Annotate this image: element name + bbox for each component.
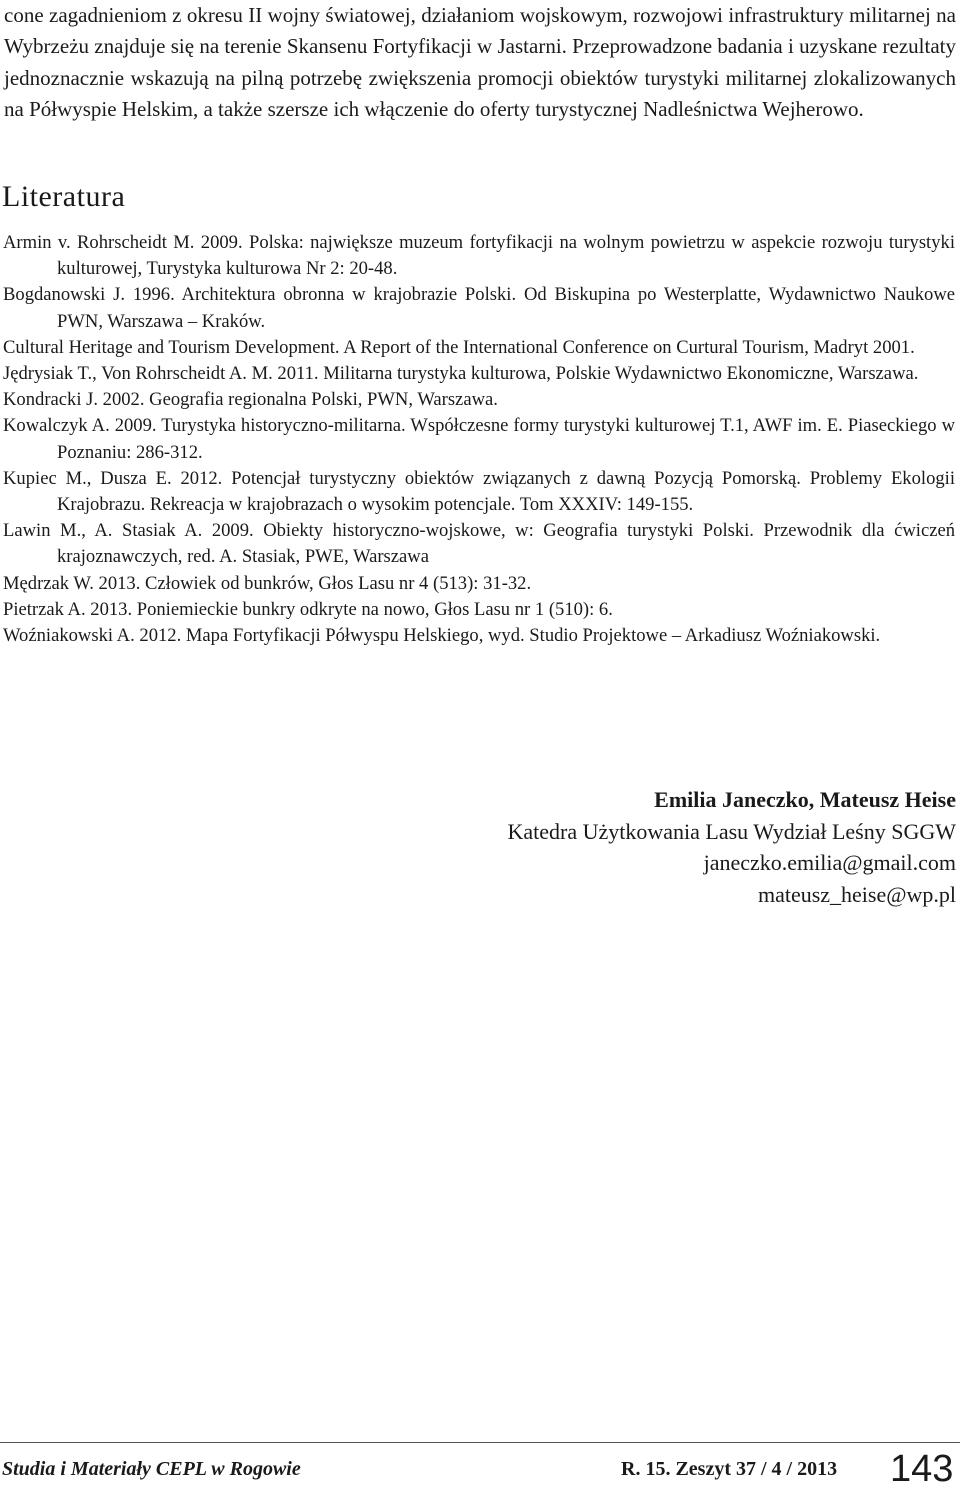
author-email-janeczko[interactable]: janeczko.emilia@gmail.com (703, 850, 956, 875)
footer-journal-title: Studia i Materiały CEPL w Rogowie (2, 1458, 301, 1480)
author-block (507, 784, 956, 910)
reference-item: Bogdanowski J. 1996. Architektura obronna w krajobrazie Polski. Od Biskupina po Westerplatte, Wydawnictwo Naukowe PWN, Warszawa – Kraków. (3, 284, 955, 332)
author-names: Emilia Janeczko, Mateusz Heise (654, 787, 956, 812)
reference-item: Lawin M., A. Stasiak A. 2009. Obiekty historyczno-wojskowe, w: Geografia turystyki Polski. Przewodnik dla ćwiczeń krajoznawczych, red. A. Stasiak, PWE, Warszawa (3, 520, 955, 568)
reference-item: Armin v. Rohrscheidt M. 2009. Polska: największe muzeum fortyfikacji na wolnym powietrzu w aspekcie rozwoju turystyki kulturowej, Turystyka kulturowa Nr 2: 20-48. (3, 232, 955, 280)
reference-item: Kondracki J. 2002. Geografia regionalna Polski, PWN, Warszawa. (3, 389, 498, 411)
author-affiliation: Katedra Użytkowania Lasu Wydział Leśny SGGW (507, 818, 956, 844)
reference-item: Cultural Heritage and Tourism Development. A Report of the International Conference on Curtural Tourism, Madryt 2001. (3, 336, 915, 358)
section-heading-literatura: Literatura (2, 180, 126, 213)
intro-paragraph: cone zagadnieniom z okresu II wojny światowej, działaniom wojskowym, rozwojowi infrastruktury militarnej na Wybrzeżu znajduje się na terenie Skansenu Fortyfikacji w Jastarni. Przeprowadzone badania i uzyskane rezultaty jednoznacznie wskazują na pilną potrzebę zwiększenia promocji obiektów turystyki militarnej zlokalizowanych na Półwyspie Helskim, a także szersze ich włączenie do oferty turystycznej Nadleśnictwa Wejherowo. (4, 3, 956, 121)
footer-divider (0, 1442, 960, 1443)
author-email-heise[interactable]: mateusz_heise@wp.pl (757, 881, 956, 907)
page-number: 143 (890, 1448, 954, 1490)
reference-item: Mędrzak W. 2013. Człowiek od bunkrów, Głos Lasu nr 4 (513): 31-32. (3, 572, 532, 594)
reference-item: Kowalczyk A. 2009. Turystyka historyczno-militarna. Współczesne formy turystyki kulturowej T.1, AWF im. E. Piaseckiego w Poznaniu: 286-312. (3, 415, 955, 463)
reference-item: Pietrzak A. 2013. Poniemieckie bunkry odkryte na nowo, Głos Lasu nr 1 (510): 6. (3, 598, 613, 620)
reference-item: Woźniakowski A. 2012. Mapa Fortyfikacji Półwyspu Helskiego, wyd. Studio Projektowe – Arkadiusz Woźniakowski. (3, 625, 881, 647)
reference-item: Kupiec M., Dusza E. 2012. Potencjał turystyczny obiektów związanych z dawną Pozycją Pomorską. Problemy Ekologii Krajobrazu. Rekreacja w krajobrazach o wysokim potencjale. Tom XXXIV: 149-155. (3, 467, 955, 516)
reference-list (3, 230, 955, 649)
footer-issue-info: R. 15. Zeszyt 37 / 4 / 2013 (621, 1458, 838, 1480)
reference-item: Jędrysiak T., Von Rohrscheidt A. M. 2011. Militarna turystyka kulturowa, Polskie Wydawnictwo Ekonomiczne, Warszawa. (3, 363, 919, 385)
